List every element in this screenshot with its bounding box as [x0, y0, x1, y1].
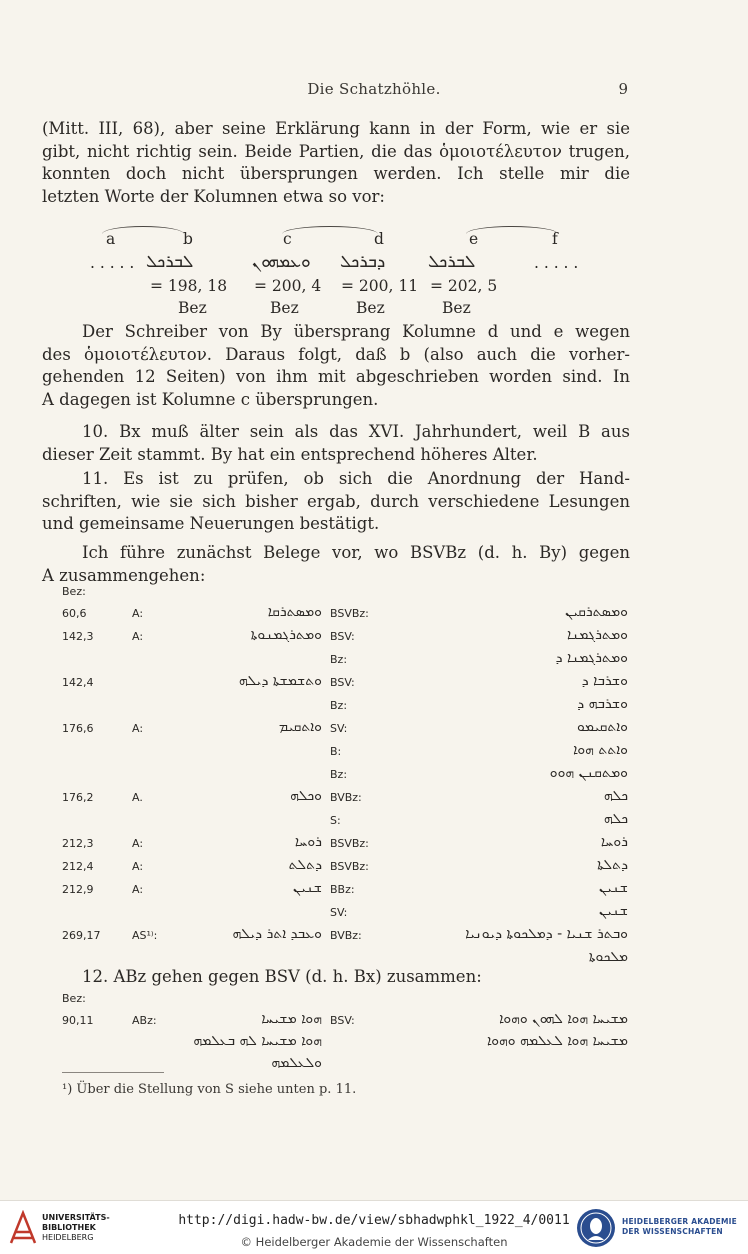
syriac-reading-cell: ܘܬܫܡܫܬܐ ܕܝܠܗ	[238, 673, 322, 689]
table-row	[62, 627, 642, 652]
column-letter-f: f	[552, 230, 558, 248]
text-line: 10. Bx muß älter sein als das XVI. Jahrhundert, weil B aus	[82, 422, 630, 441]
paragraph-2	[42, 321, 630, 411]
manuscript-cell: A:	[132, 837, 144, 850]
syriac-word-e: ܠܒܪܟܠ	[428, 252, 476, 272]
table-row	[62, 673, 642, 698]
permalink-url[interactable]: http://digi.hadw-bw.de/view/sbhadwphkl_1922_4/0011	[178, 1213, 570, 1228]
logo-text-line: HEIDELBERGER AKADEMIE	[622, 1217, 737, 1226]
value-e: = 202, 5	[430, 277, 498, 295]
syriac-reading-cell: ܘܐܬܩܝܡ	[278, 719, 322, 735]
text-line: A dagegen ist Kolumne c übersprungen.	[42, 389, 379, 409]
syriac-reading-cell: ܘܡܬܪܓܡܢܐ	[567, 627, 628, 643]
syriac-reading-cell: ܘܡܬܪܓܡܢܐ ܕ	[555, 650, 628, 666]
manuscript-cell: SV:	[330, 906, 348, 919]
variant-table-1	[62, 585, 652, 985]
column-letter-e: e	[469, 230, 479, 248]
manuscript-cell: Bz:	[330, 699, 348, 712]
manuscript-cell: BSV:	[330, 630, 355, 643]
column-letter-c: c	[283, 230, 292, 248]
variant-table-2	[62, 992, 652, 1072]
table-row	[62, 903, 642, 928]
logo-text-line: DER WISSENSCHAFTEN	[622, 1227, 723, 1236]
table-row	[62, 1055, 642, 1080]
bez-label: Bez	[178, 299, 207, 317]
syriac-word-c: ܘܥܡܗܘܢ	[252, 252, 311, 272]
syriac-reading-cell: ܫܢܝܢ	[292, 880, 322, 896]
text-line: gehenden 12 Seiten) von ihm mit abgeschrieben worden sind. In	[42, 367, 630, 386]
copyright-notice: © Heidelberger Akademie der Wissenschaften	[240, 1235, 508, 1249]
text-line: des ὁμοιοτέλευτον. Daraus folgt, daß b (also auch die vorher-	[42, 344, 630, 364]
table-row	[62, 650, 642, 675]
text-line: (Mitt. III, 68), aber seine Erklärung kann in der Form, wie er sie	[42, 119, 630, 138]
manuscript-cell: BSVBz:	[330, 860, 369, 873]
manuscript-cell: A.	[132, 791, 143, 804]
manuscript-cell: A:	[132, 860, 144, 873]
paragraph-1	[42, 118, 630, 208]
text-line: konnten doch nicht übersprungen werden. Ich stelle mir die	[42, 164, 630, 183]
syriac-reading-cell: ܘܡܣܬܪܩܝܢ	[565, 604, 628, 620]
logo-text-line: BIBLIOTHEK	[42, 1223, 96, 1232]
bez-label: Bez	[356, 299, 385, 317]
text-line: schriften, wie sie sich bisher ergab, durch verschiedene Lesungen	[42, 491, 630, 511]
paragraph-10	[42, 421, 630, 466]
text-line: Der Schreiber von By übersprang Kolumne d und e wegen	[82, 322, 630, 341]
table-row	[62, 742, 642, 767]
manuscript-cell: A:	[132, 630, 144, 643]
text-line: dieser Zeit stammt. By hat ein entsprechend höheres Alter.	[42, 444, 538, 464]
manuscript-cell: BSVBz:	[330, 837, 369, 850]
table-row	[62, 788, 642, 813]
reference-cell: 90,11	[62, 1014, 94, 1027]
syriac-reading-cell: ܪܘܚܐ	[294, 834, 322, 850]
manuscript-cell: AS¹⁾:	[132, 929, 158, 942]
syriac-reading-cell: ܘܐܬܬ ܗܘܐ	[573, 742, 628, 758]
paragraph-12	[42, 966, 630, 989]
paragraph-11	[42, 468, 630, 536]
footnote-rule	[62, 1072, 164, 1073]
syriac-reading-cell: ܘܟܠܗ	[290, 788, 322, 804]
text-line: 12. ABz gehen gegen BSV (d. h. Bx) zusammen:	[82, 967, 482, 986]
manuscript-cell: SV:	[330, 722, 348, 735]
reference-cell: 142,4	[62, 676, 94, 689]
syriac-reading-cell: ܫܢܝܢ	[598, 880, 628, 896]
syriac-reading-cell: ܡܠܟܘܬܐ	[588, 949, 628, 965]
logo-text-line: UNIVERSITÄTS-	[42, 1213, 110, 1222]
syriac-reading-cell: ܘܐܬܩܝܡܘ	[576, 719, 628, 735]
reference-cell: 142,3	[62, 630, 94, 643]
value-c: = 200, 4	[254, 277, 322, 295]
table-row	[62, 926, 642, 951]
table-row	[62, 719, 642, 744]
manuscript-cell: ABz:	[132, 1014, 157, 1027]
manuscript-cell: A:	[132, 883, 144, 896]
syriac-reading-cell: ܗܘܐ ܡܫܝܚܐ	[261, 1011, 322, 1027]
table-row	[62, 880, 642, 905]
academy-logo-text[interactable]	[622, 1217, 737, 1237]
syriac-reading-cell: ܘܥܒܕ ܐܬܪ ܕܝܠܗ	[232, 926, 322, 942]
ellipsis-right: . . . . .	[534, 254, 579, 272]
table-row	[62, 857, 642, 882]
reference-cell: 269,17	[62, 929, 101, 942]
syriac-reading-cell: ܘܡܬܩܢܢ ܗܘܘ	[549, 765, 628, 781]
manuscript-cell: BSVBz:	[330, 607, 369, 620]
footnote: ¹) Über die Stellung von S siehe unten p. 11.	[62, 1082, 357, 1097]
syriac-reading-cell: ܘܠܥܠܡܗ	[271, 1055, 322, 1071]
column-letter-b: b	[183, 230, 193, 248]
running-header	[0, 80, 748, 104]
table-label: Bez:	[62, 992, 86, 1005]
reference-cell: 212,4	[62, 860, 94, 873]
page-number: 9	[618, 80, 628, 98]
academy-seal-icon[interactable]	[576, 1207, 616, 1249]
brace-cd	[282, 226, 378, 234]
table-label: Bez:	[62, 585, 86, 598]
syriac-reading-cell: ܕܬܠܬ	[288, 857, 322, 873]
running-title: Die Schatzhöhle.	[307, 80, 441, 98]
text-line: 11. Es ist zu prüfen, ob sich die Anordnung der Hand-	[82, 469, 630, 488]
manuscript-cell: S:	[330, 814, 341, 827]
syriac-reading-cell: ܘܡܬܪܓܡܢܘܬܐ	[250, 627, 322, 643]
manuscript-cell: B:	[330, 745, 342, 758]
ellipsis-left: . . . . .	[90, 254, 135, 272]
syriac-reading-cell: ܘܡܣܬܪܩܐ	[267, 604, 322, 620]
table-row	[62, 811, 642, 836]
syriac-reading-cell: ܫܢܝܢ	[598, 903, 628, 919]
table-row	[62, 765, 642, 790]
viewer-footer	[0, 1200, 748, 1254]
column-letter-a: a	[106, 230, 116, 248]
syriac-word-d: ܕܒܪܟܠ	[340, 252, 386, 272]
syriac-reading-cell: ܪܘܚܐ	[600, 834, 628, 850]
reference-cell: 212,9	[62, 883, 94, 896]
bez-label: Bez	[270, 299, 299, 317]
manuscript-cell: BSV:	[330, 1014, 355, 1027]
manuscript-cell: A:	[132, 722, 144, 735]
table-row	[62, 696, 642, 721]
manuscript-cell: A:	[132, 607, 144, 620]
manuscript-cell: Bz:	[330, 653, 348, 666]
manuscript-cell: BSV:	[330, 676, 355, 689]
column-letter-d: d	[374, 230, 384, 248]
paragraph-11b	[42, 542, 630, 587]
syriac-reading-cell: ܟܠܗ	[603, 788, 628, 804]
table-row	[62, 604, 642, 629]
table-row	[62, 834, 642, 859]
logo-text-line: HEIDELBERG	[42, 1233, 94, 1242]
syriac-reading-cell: ܕܬܠܬܐ	[597, 857, 628, 873]
manuscript-cell: BVBz:	[330, 791, 362, 804]
text-line: Ich führe zunächst Belege vor, wo BSVBz (d. h. By) gegen	[82, 543, 630, 562]
syriac-reading-cell: ܟܠܗ	[603, 811, 628, 827]
manuscript-cell: BVBz:	[330, 929, 362, 942]
syriac-reading-cell: ܡܫܝܚܐ ܗܘܐ ܠܥܠܡܗ ܘܗܘܐ	[487, 1033, 628, 1049]
reference-cell: 212,3	[62, 837, 94, 850]
manuscript-cell: BBz:	[330, 883, 355, 896]
text-line: gibt, nicht richtig sein. Beide Partien, die das ὁμοιοτέλευτον trugen,	[42, 141, 630, 161]
value-b: = 198, 18	[150, 277, 228, 295]
syriac-word-b: ܠܒܪܟܠ	[146, 252, 194, 272]
manuscript-cell: Bz:	[330, 768, 348, 781]
text-line: und gemeinsame Neuerungen bestätigt.	[42, 514, 380, 533]
syriac-reading-cell: ܘܫܪܒܗ ܕ	[577, 696, 628, 712]
text-line: A zusammengehen:	[42, 565, 206, 585]
text-line: letzten Worte der Kolumnen etwa so vor:	[42, 186, 385, 206]
syriac-reading-cell: ܘܒܬܪ ܫܢܝܐ - ܕܡܠܟܘܬܐ ܕܝܘܢܝܐ	[465, 926, 628, 942]
syriac-reading-cell: ܗܘܐ ܡܫܝܚܐ ܠܗ ܒܥܠܡܗ	[193, 1033, 322, 1049]
bez-label: Bez	[442, 299, 471, 317]
reference-cell: 176,2	[62, 791, 94, 804]
reference-cell: 60,6	[62, 607, 87, 620]
reference-cell: 176,6	[62, 722, 94, 735]
table-row	[62, 1033, 642, 1058]
brace-ef	[466, 226, 558, 234]
syriac-reading-cell: ܡܫܝܚܐ ܗܘܐ ܠܗܘܢ ܘܗܘܐ	[499, 1011, 628, 1027]
value-d: = 200, 11	[341, 277, 419, 295]
syriac-reading-cell: ܘܫܪܒܐ ܕ	[581, 673, 628, 689]
